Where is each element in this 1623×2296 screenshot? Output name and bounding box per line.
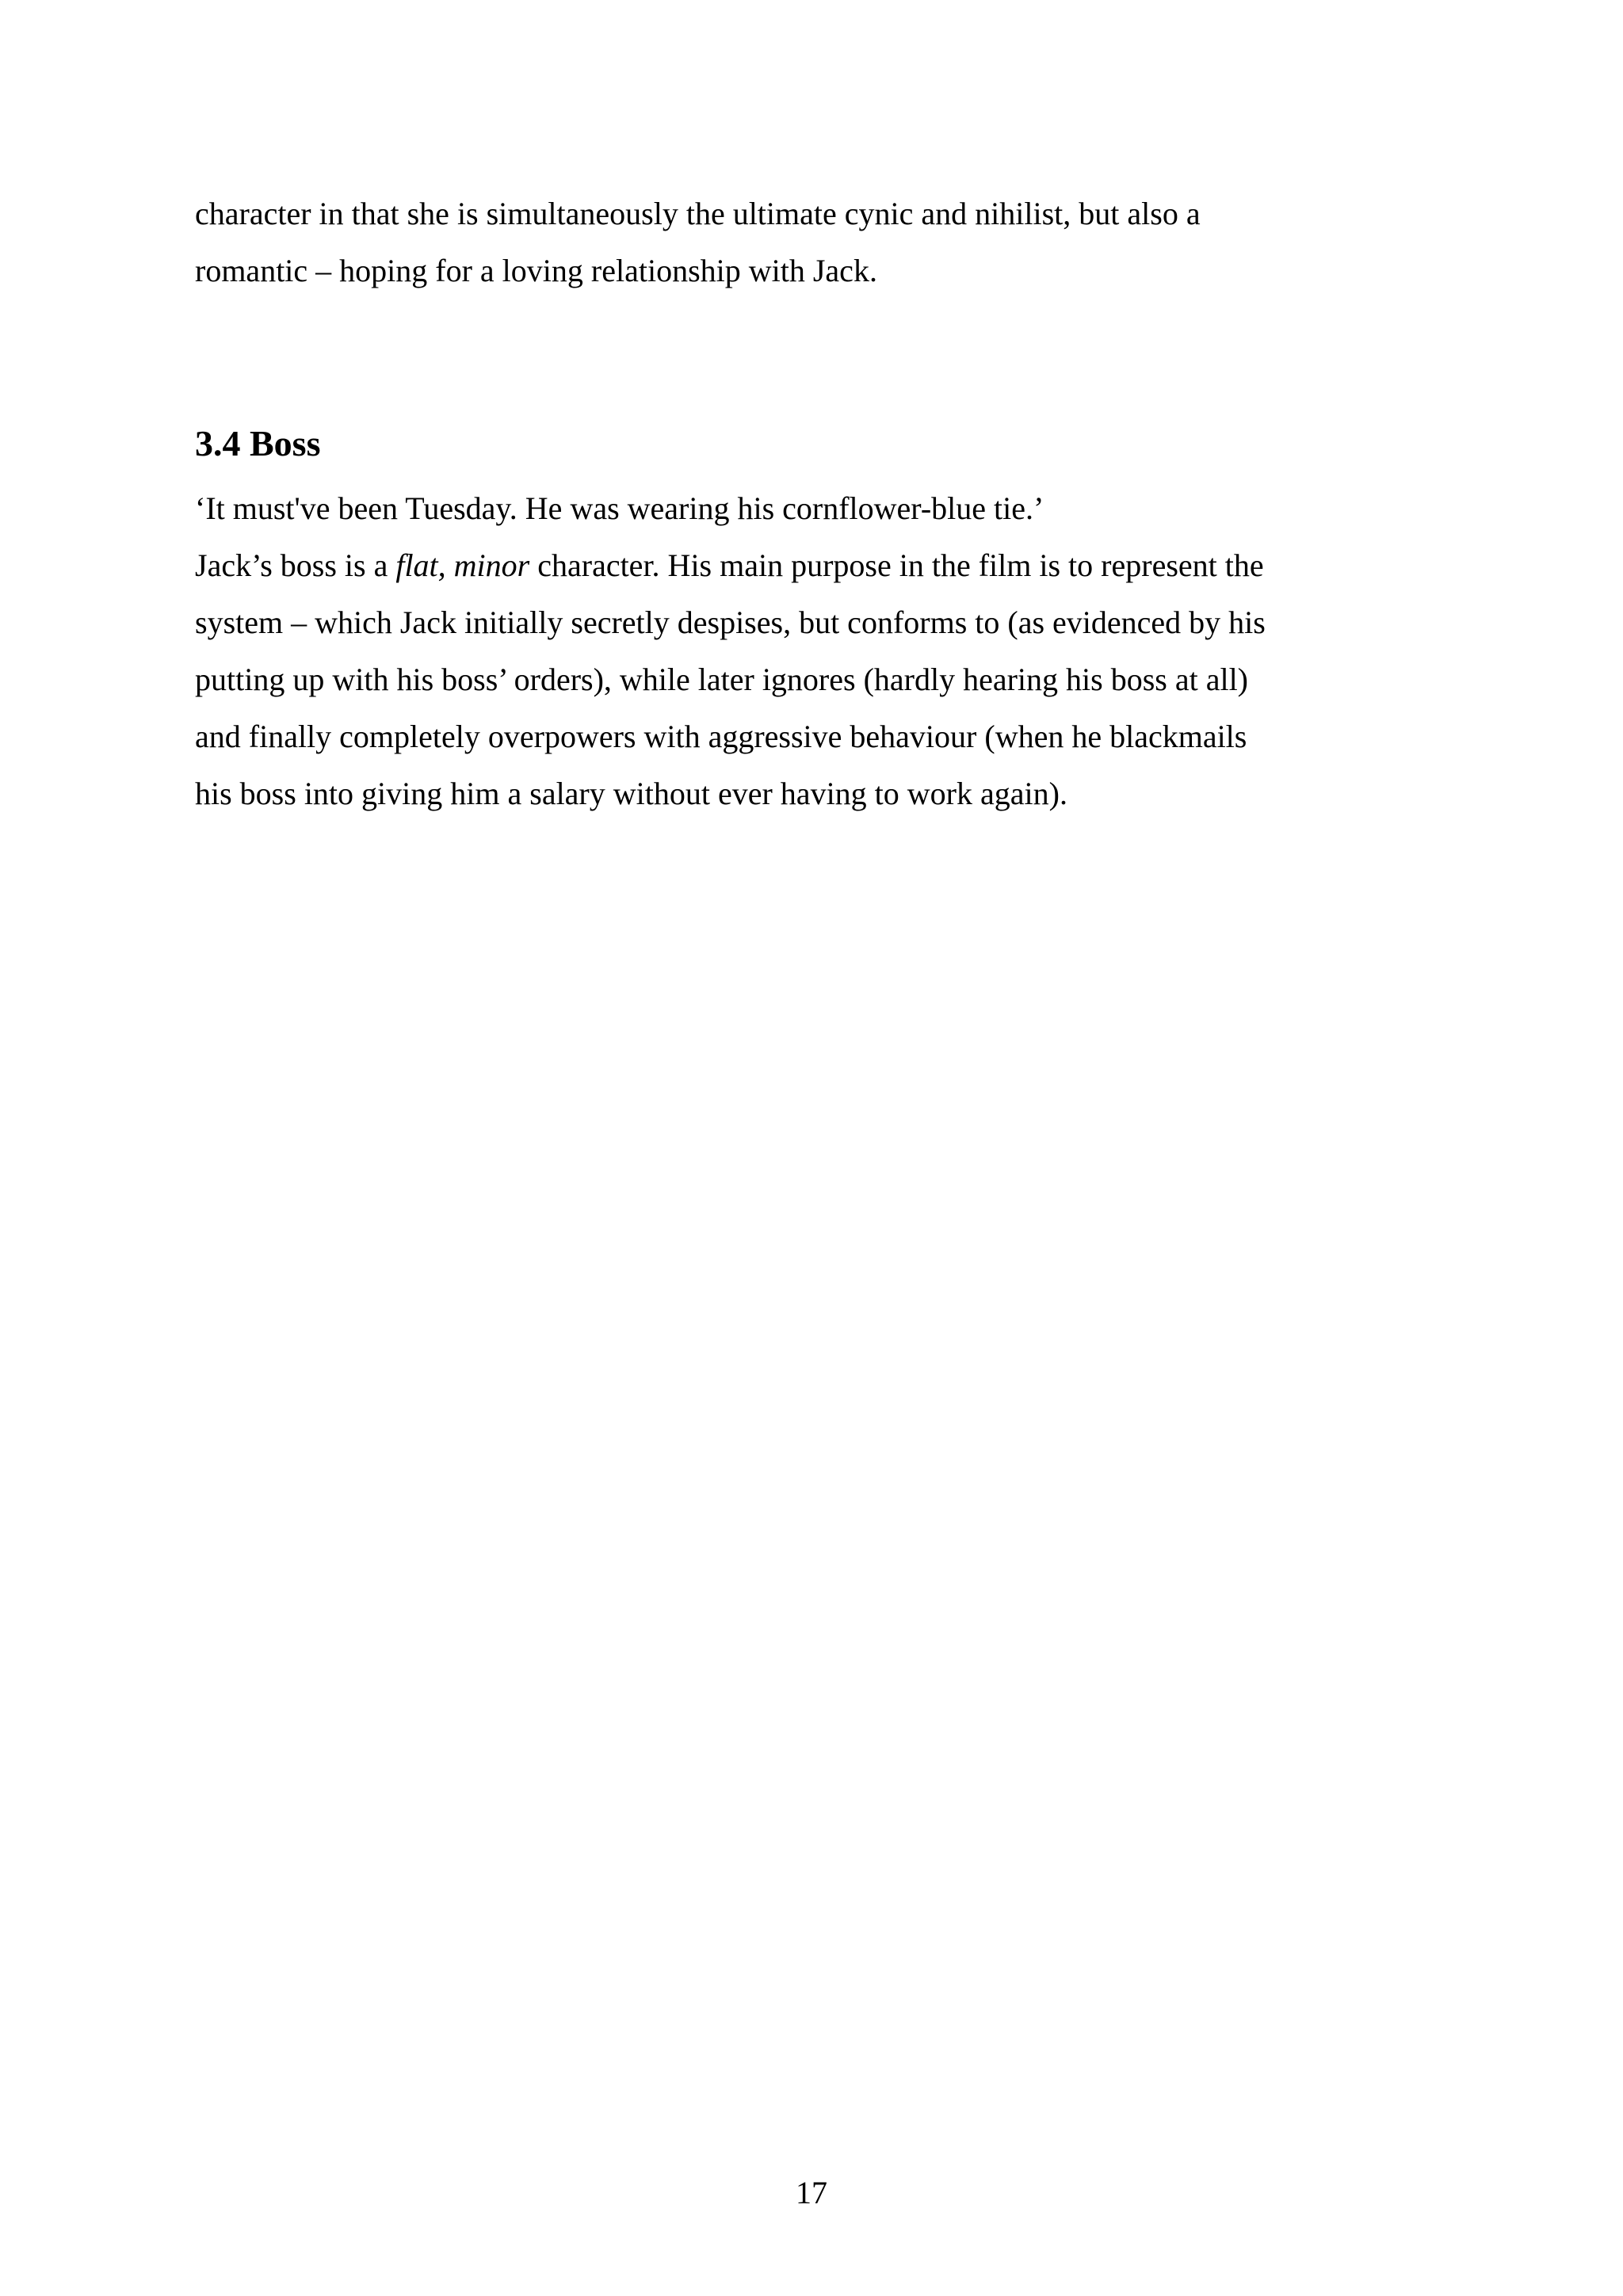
paragraph-line: his boss into giving him a salary without ever having to work again). [195,776,1067,811]
paragraph-line: system – which Jack initially secretly despises, but conforms to (as evidenced by his [195,605,1266,640]
paragraph-line: romantic – hoping for a loving relationship with Jack. [195,253,877,288]
paragraph-line [195,537,1352,594]
text-run: Jack’s boss is a [195,547,396,583]
section-heading: 3.4 Boss [195,423,321,463]
text-run: character. His main purpose in the film is to represent the [529,547,1264,583]
italic-term: flat, minor [395,547,530,583]
paragraph-line: character in that she is simultaneously the ultimate cynic and nihilist, but also a [195,196,1201,231]
paragraph-line: putting up with his boss’ orders), while later ignores (hardly hearing his boss at all) [195,662,1249,697]
page-number: 17 [796,2175,827,2210]
epigraph-quote: ‘It must've been Tuesday. He was wearing his cornflower-blue tie.’ [195,490,1044,526]
continuation-paragraph [195,185,1352,299]
paragraph-line: and finally completely overpowers with aggressive behaviour (when he blackmails [195,719,1247,754]
section-body [195,480,1352,822]
